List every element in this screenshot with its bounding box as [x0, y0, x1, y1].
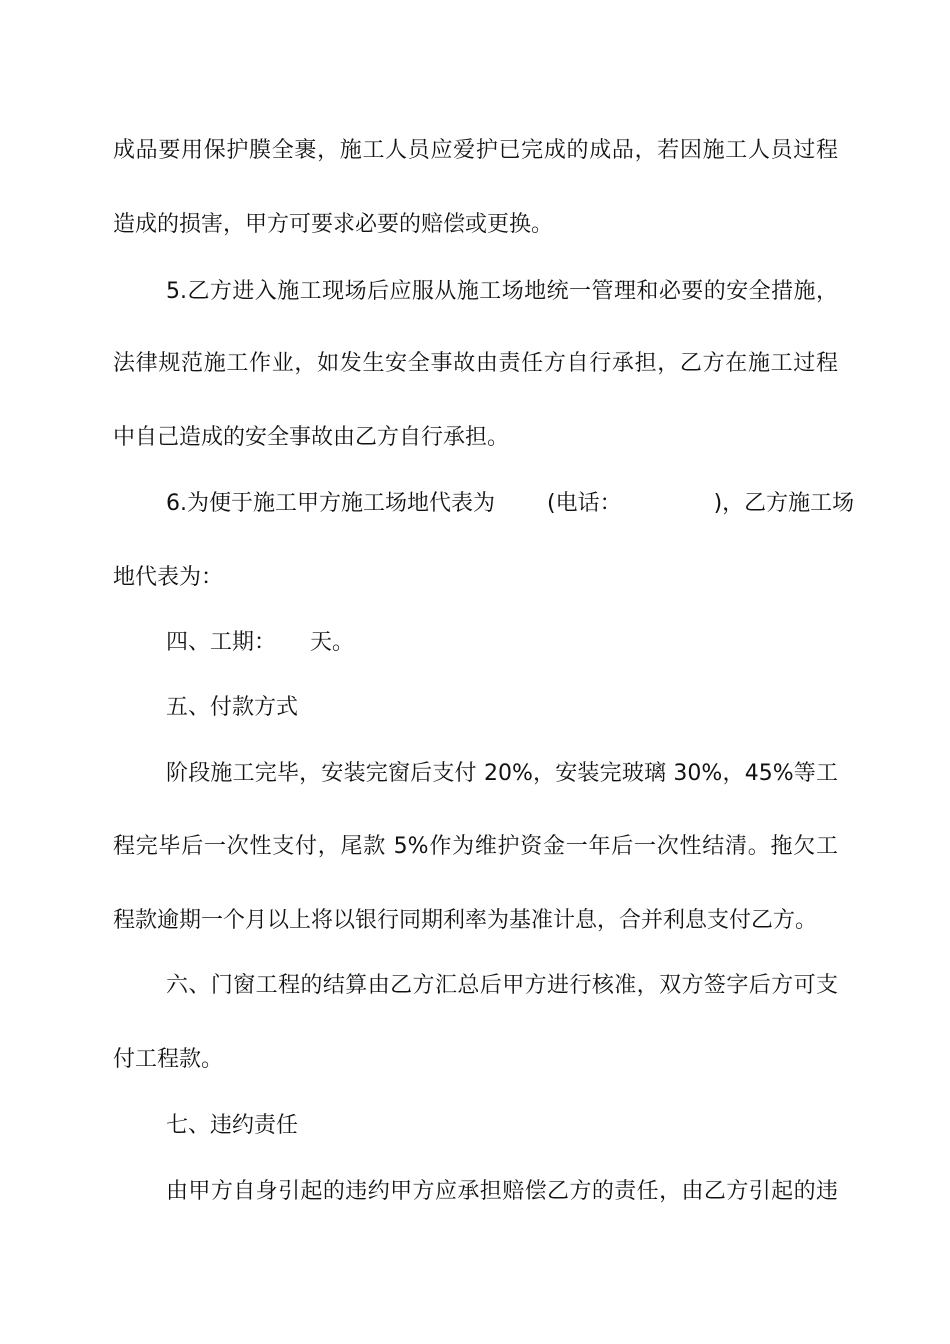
section-5-heading: 五、付款方式 — [166, 695, 299, 720]
section-6-heading: 六、门窗工程的结算由乙方汇总后甲方进行核准，双方签字后方可支 — [166, 973, 838, 998]
section-7-heading: 七、违约责任 — [166, 1113, 299, 1138]
paragraph-line: 地代表为： — [113, 565, 224, 590]
clause-6-contractor-text: )，乙方施工场 — [713, 491, 855, 516]
clause-6-line — [166, 489, 855, 519]
paragraph-line: 阶段施工完毕，安装完窗后支付 20%，安装完玻璃 30%，45%等工 — [166, 761, 838, 786]
paragraph-line: 中自己造成的安全事故由乙方自行承担。 — [113, 425, 510, 450]
clause-5-line: 5.乙方进入施工现场后应服从施工场地统一管理和必要的安全措施， — [166, 279, 838, 304]
paragraph-line: 法律规范施工作业，如发生安全事故由责任方自行承担，乙方在施工过程 — [113, 351, 838, 376]
clause-6-representative-text: 6.为便于施工甲方施工场地代表为 — [166, 491, 495, 516]
paragraph-line: 付工程款。 — [113, 1047, 224, 1072]
section-4-heading — [166, 628, 838, 658]
paragraph-line: 造成的损害，甲方可要求必要的赔偿或更换。 — [113, 212, 554, 237]
paragraph-line: 成品要用保护膜全裹，施工人员应爱护已完成的成品，若因施工人员过程 — [113, 138, 838, 163]
section-4-label: 四、工期： — [166, 630, 277, 655]
section-4-unit: 天。 — [310, 630, 355, 655]
clause-6-phone-label: (电话： — [547, 491, 622, 516]
paragraph-line: 程款逾期一个月以上将以银行同期利率为基准计息，合并利息支付乙方。 — [113, 908, 818, 933]
paragraph-line: 程完毕后一次性支付，尾款 5%作为维护资金一年后一次性结清。拖欠工 — [113, 834, 838, 859]
paragraph-line: 由甲方自身引起的违约甲方应承担赔偿乙方的责任，由乙方引起的违 — [166, 1179, 838, 1204]
